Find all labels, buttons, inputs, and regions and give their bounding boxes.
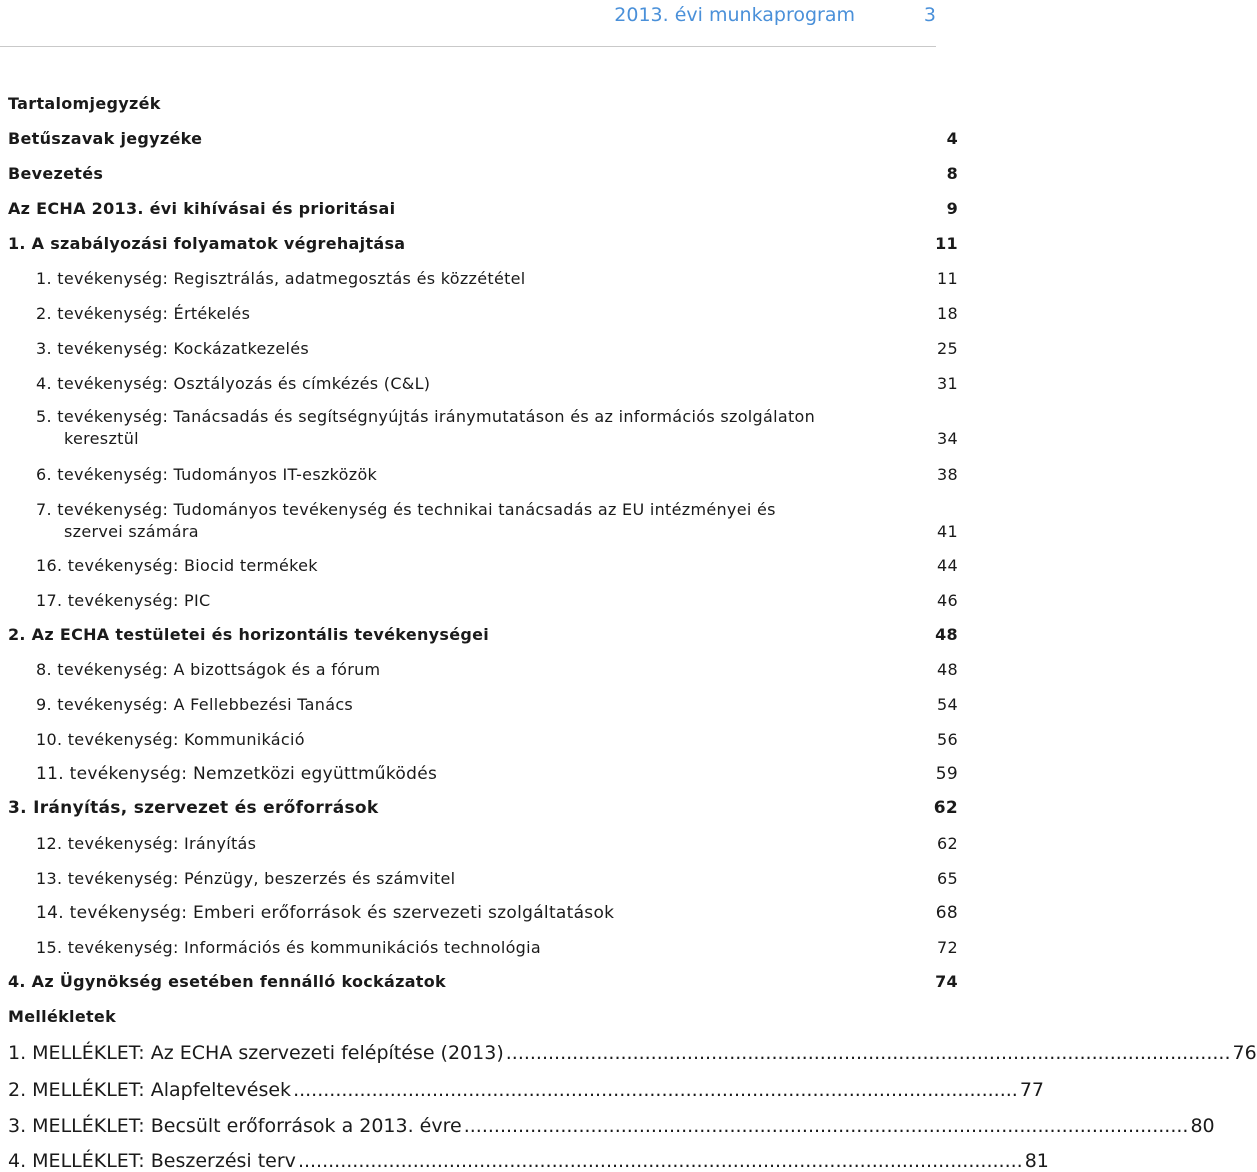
toc-entry[interactable]: [8, 500, 958, 544]
header-divider: [0, 46, 854, 47]
toc-entry-label: 14. tevékenység: Emberi erőforrások és szervezeti szolgáltatások: [36, 903, 615, 923]
toc-entry-label: 3. tevékenység: Kockázatkezelés: [36, 339, 309, 358]
annex-entry[interactable]: [8, 1150, 1049, 1172]
annex-entry[interactable]: [8, 1115, 1215, 1137]
toc-entry-label: 15. tevékenység: Információs és kommunikációs technológia: [36, 938, 541, 957]
toc-entry-page: 48: [937, 660, 958, 679]
toc-entry-page: 59: [935, 764, 958, 784]
toc-entry-label: 6. tevékenység: Tudományos IT-eszközök: [36, 465, 378, 484]
header-divider-right: [854, 46, 936, 47]
toc-entry-page: 38: [937, 465, 958, 484]
toc-entry-page: 74: [935, 972, 958, 991]
toc-entry-page: 62: [933, 798, 958, 818]
toc-entry-label-continued: keresztül: [64, 429, 139, 448]
toc-entry-label: Bevezetés: [8, 164, 104, 183]
toc-entry-label: 12. tevékenység: Irányítás: [36, 834, 257, 853]
toc-entry-page: 18: [937, 304, 958, 323]
toc-entry-label: 8. tevékenység: A bizottságok és a fórum: [36, 660, 381, 679]
toc-entry-page: 56: [937, 730, 958, 749]
toc-entry-label: 2. Az ECHA testületei és horizontális tevékenységei: [8, 625, 490, 644]
toc-entry-label: 9. tevékenység: A Fellebbezési Tanács: [36, 695, 354, 714]
dot-leader: ........................................................................................................................: [297, 1150, 1023, 1172]
toc-entry-page: 48: [935, 625, 958, 644]
toc-entry-label: 13. tevékenység: Pénzügy, beszerzés és számvitel: [36, 869, 456, 888]
toc-entry-page: 46: [937, 591, 958, 610]
toc-entry-page: 65: [937, 869, 958, 888]
annex-entry[interactable]: [8, 1042, 1257, 1064]
toc-entry-page: 11: [935, 234, 958, 253]
toc-entry-label: 1. tevékenység: Regisztrálás, adatmegosztás és közzététel: [36, 269, 526, 288]
toc-entry-label: 3. Irányítás, szervezet és erőforrások: [8, 798, 379, 818]
dot-leader: ........................................................................................................................: [293, 1079, 1018, 1101]
toc-entry-label: 7. tevékenység: Tudományos tevékenység és technikai tanácsadás az EU intézményei és: [36, 500, 776, 519]
annex-entry[interactable]: [8, 1079, 1044, 1101]
annex-page: 80: [1190, 1115, 1215, 1137]
toc-entry-page: 8: [946, 164, 958, 183]
toc-entry-page: 34: [937, 429, 958, 448]
toc-entry-page: 72: [937, 938, 958, 957]
toc-entry-label: 4. Az Ügynökség esetében fennálló kockázatok: [8, 972, 446, 991]
toc-entry-page: 41: [937, 522, 958, 541]
toc-entry-label: 10. tevékenység: Kommunikáció: [36, 730, 305, 749]
toc-entry-label: 4. tevékenység: Osztályozás és címkézés (C&L): [36, 374, 431, 393]
annex-label: 1. MELLÉKLET: Az ECHA szervezeti felépítése (2013): [8, 1042, 504, 1064]
toc-entry-label: 1. A szabályozási folyamatok végrehajtása: [8, 234, 406, 253]
toc-entry-page: 31: [937, 374, 958, 393]
toc-entry-page: 54: [937, 695, 958, 714]
page-header: [0, 0, 960, 48]
toc-entry-page: 44: [937, 556, 958, 575]
annex-page: 81: [1024, 1150, 1049, 1172]
toc-entry-page: 9: [946, 199, 958, 218]
toc-entry-label: Az ECHA 2013. évi kihívásai és prioritásai: [8, 199, 396, 218]
annex-page: 77: [1019, 1079, 1044, 1101]
toc-entry[interactable]: [8, 407, 958, 451]
toc-entry-page: 4: [946, 129, 958, 148]
toc-entry-label-continued: szervei számára: [64, 522, 199, 541]
annex-label: 2. MELLÉKLET: Alapfeltevések: [8, 1079, 292, 1101]
toc-entry-label: 16. tevékenység: Biocid termékek: [36, 556, 318, 575]
document-title: 2013. évi munkaprogram: [614, 4, 855, 26]
annex-label: 4. MELLÉKLET: Beszerzési terv: [8, 1150, 296, 1172]
toc-entry-page: 68: [935, 903, 958, 923]
dot-leader: ........................................................................................................................: [505, 1042, 1231, 1064]
toc-entry-label: 17. tevékenység: PIC: [36, 591, 211, 610]
dot-leader: ........................................................................................................................: [463, 1115, 1189, 1137]
toc-entry-label: 2. tevékenység: Értékelés: [36, 304, 251, 323]
toc-entry-label: 5. tevékenység: Tanácsadás és segítségnyújtás iránymutatáson és az információs szolgálaton: [36, 407, 816, 426]
toc-entry-page: 11: [937, 269, 958, 288]
annex-label: 3. MELLÉKLET: Becsült erőforrások a 2013. évre: [8, 1115, 462, 1137]
toc-entry-page: 62: [937, 834, 958, 853]
toc-entry-page: 25: [937, 339, 958, 358]
toc-entry-label: Betűszavak jegyzéke: [8, 129, 203, 148]
toc-entry-label: 11. tevékenység: Nemzetközi együttműködés: [36, 764, 438, 784]
page-number: 3: [923, 4, 936, 26]
annex-page: 76: [1232, 1042, 1257, 1064]
